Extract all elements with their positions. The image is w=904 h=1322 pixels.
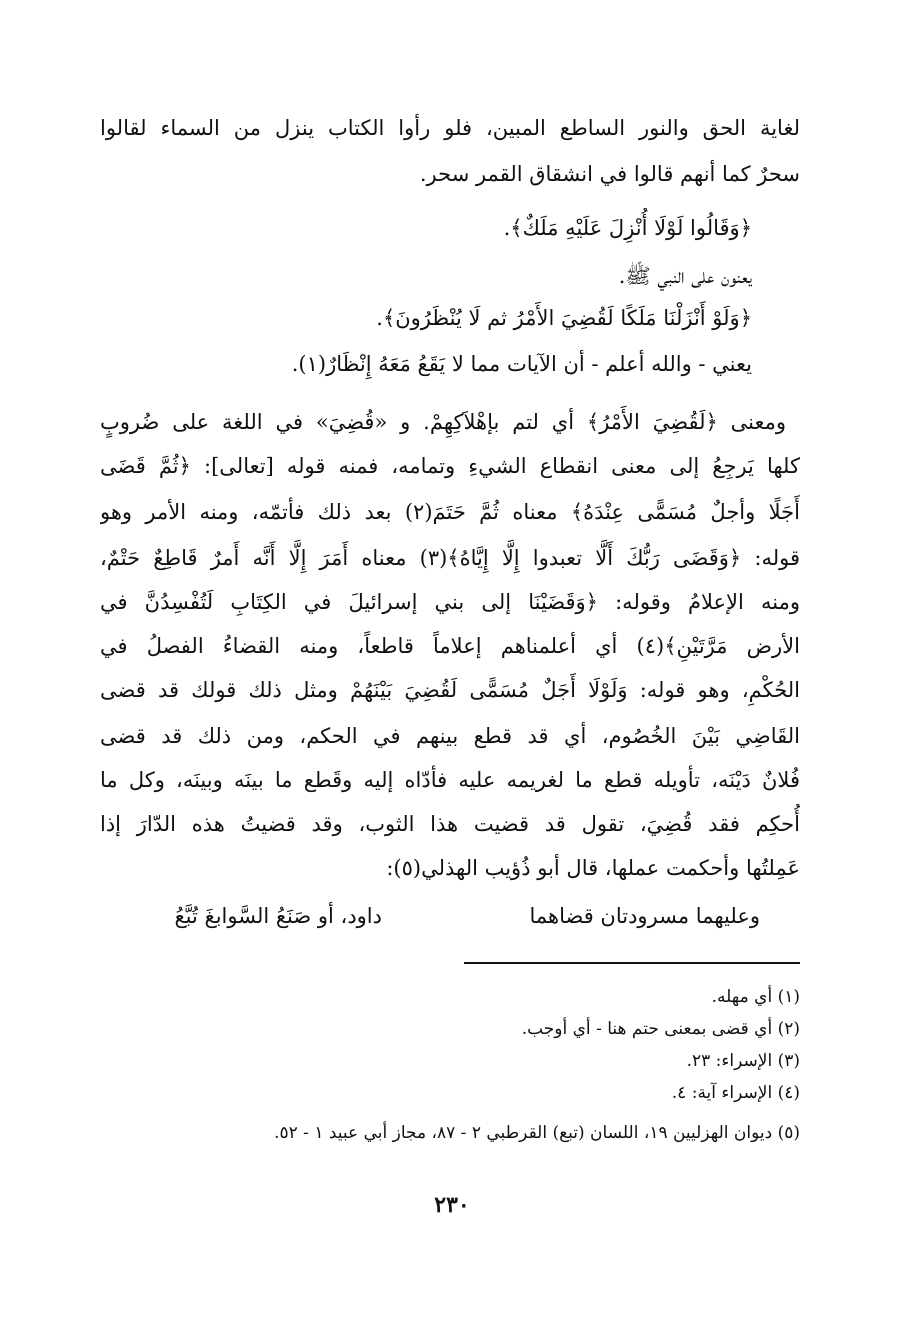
body-line: ومعنى ﴿لَقُضِيَ الأَمْرُ﴾ أي لتم بإهْلاَكِهِمْ. و «قُضِيَ» في اللغة على ضُروبٍ	[100, 410, 786, 434]
body-line: الحُكْمِ، وهو قوله: وَلَوْلَا أَجَلٌ مُسَمًّى لَقُضِيَ بَيْنَهُمْ ومثل ذلك قولك قد قضى	[100, 678, 800, 702]
footnote: (٣) الإسراء: ٢٣.	[686, 1051, 800, 1071]
body-line: عَمِلتُها وأحكمت عملها، قال أبو ذُؤيب الهذلي(٥):	[386, 856, 800, 880]
body-line: فُلانٌ دَيْنَه، تأويله قطع ما لغريمه عليه فأدّاه إليه وقَطع ما بينَه وبينَه، وكل ما	[100, 768, 800, 792]
footnote: (٥) ديوان الهزليين ١٩، اللسان (تبع) القرطبي ٢ - ٨٧، مجاز أبي عبيد ١ - ٥٢.	[274, 1123, 800, 1143]
body-line: أَجَلًا وأجلٌ مُسَمًّى عِنْدَهُ﴾ معناه ثُمَّ حَتَمَ(٢) بعد ذلك فأتمّه، ومنه الأمر وهو	[100, 500, 800, 524]
footnote: (٤) الإسراء آية: ٤.	[671, 1083, 800, 1103]
body-line: سحرٌ كما أنهم قالوا في انشقاق القمر سحر.	[419, 162, 800, 186]
body-line: كلها يَرجِعُ إلى معنى انقطاع الشيءِ وتمامه، فمنه قوله [تعالى]: ﴿ثُمَّ قَضَى	[100, 454, 800, 478]
body-line: أُحكِم فقد قُضِيَ، تقول قد قضيت هذا الثوب، وقد قضيتُ هذه الدّارَ إذا	[100, 812, 800, 836]
verse-first-hemistich: وعليهما مسرودتان قضاهما	[529, 904, 760, 928]
footnote: (٢) أي قضى بمعنى حتم هنا - أي أوجب.	[521, 1019, 800, 1039]
body-line: يعني - والله أعلم - أن الآيات مما لا يَقَعُ مَعَهُ إِنْظَارٌ(١).	[291, 352, 752, 376]
poetry-verse	[100, 896, 800, 936]
verse-second-hemistich: داود، أو صَنَعُ السَّوابغَ تُبَّعُ	[174, 904, 382, 928]
quran-verse-line: ﴿وَقَالُوا لَوْلَا أُنْزِلَ عَلَيْهِ مَلَكٌ﴾.	[503, 216, 752, 240]
body-line: الأرض مَرَّتَيْنِ﴾(٤) أي أعلمناهم إعلاماً قاطعاً، ومنه القضاءُ الفصلُ في	[100, 634, 800, 658]
body-line: القَاضِي بَيْنَ الخُصُوم، أي قد قطع بينهم في الحكم، ومن ذلك قد قضى	[100, 724, 800, 748]
body-line: لغاية الحق والنور الساطع المبين، فلو رأوا الكتاب ينزل من السماء لقالوا	[100, 116, 800, 140]
body-line: يعنون على النبي ﷺ.	[618, 264, 752, 288]
quran-verse-line: ﴿وَلَوْ أَنْزَلْنَا مَلَكًا لَقُضِيَ الأَمْرُ ثم لَا يُنْظَرُونَ﴾.	[376, 306, 752, 330]
body-line: ومنه الإعلامُ وقوله: ﴿وَقَضَيْنَا إلى بني إسرائيلَ في الكِتَابِ لَتُفْسِدُنَّ في	[100, 590, 800, 614]
footnote-separator	[464, 962, 800, 964]
page-number: ٢٣٠	[434, 1192, 470, 1218]
footnote: (١) أي مهله.	[711, 987, 800, 1007]
body-line: قوله: ﴿وَقَضَى رَبُّكَ أَلَّا تعبدوا إِلَّا إِيَّاهُ﴾(٣) معناه أَمَرَ إِلَّا أَنَّه أَمرٌ قَاطِعٌ حَتْمٌ،	[100, 546, 800, 570]
